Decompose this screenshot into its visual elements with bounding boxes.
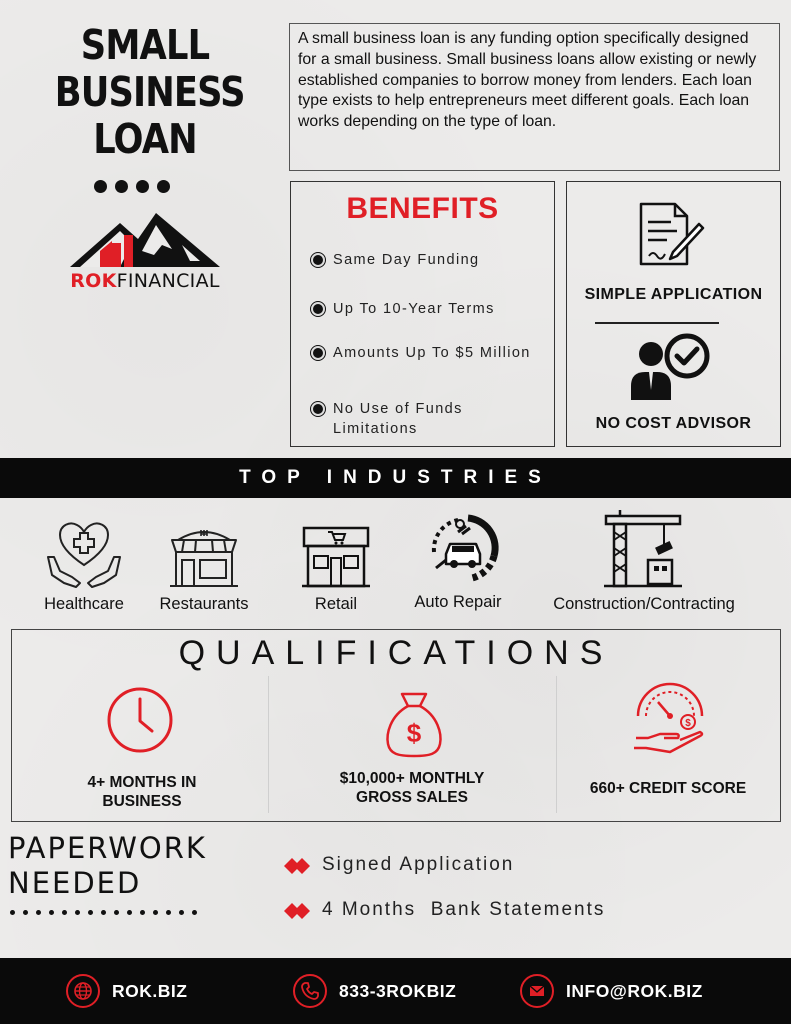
money-bag-icon [384,690,444,758]
phone-icon [293,974,327,1008]
industry-retail-label: Retail [314,595,358,613]
brand-wordmark [50,270,240,292]
industry-construction-label: Construction/Contracting [553,595,735,613]
paperwork-title: PAPERWORK NEEDED [8,831,207,900]
simple-application-label: SIMPLE APPLICATION [584,286,763,303]
brand-name-red: ROK [70,270,117,292]
clock-icon [105,685,175,755]
document-pen-icon [637,200,707,268]
paperwork-item: Signed Application [322,854,515,875]
phone-link[interactable] [293,974,456,1008]
benefit-item: No Use of Funds Limitations [311,399,546,439]
bullet-icon [311,253,325,267]
website-link[interactable] [66,974,187,1008]
top-industries-banner: TOP INDUSTRIES [0,458,791,498]
bullet-icon [311,302,325,316]
svg-text:$: $ [685,718,691,729]
title-line: LOAN [93,115,197,163]
bullet-icon [311,346,325,360]
red-diamond-bullet-icon [284,857,310,875]
website-text: ROK.BIZ [112,980,188,1001]
features-box [566,181,781,447]
title-line: SMALL [80,21,210,69]
red-diamond-bullet-icon [284,902,310,920]
contact-footer [0,958,791,1024]
qualification-divider [268,676,269,813]
benefits-title: BENEFITS [346,192,499,225]
advisor-check-icon [629,332,713,402]
feature-divider [595,322,719,324]
credit-gauge-icon [630,682,710,758]
paperwork-dots-divider [10,910,197,915]
svg-text:$: $ [406,718,422,748]
paperwork-item: 4 Months Bank Statements [322,899,606,920]
qualification-credit-score: 660+ CREDIT SCORE [589,780,747,797]
phone-text: 833-3ROKBIZ [339,980,457,1001]
email-text: INFO@ROK.BIZ [566,980,703,1001]
crane-icon [604,510,682,588]
envelope-icon [520,974,554,1008]
benefit-item: Same Day Funding [311,250,546,270]
title-dots-divider [94,180,170,193]
restaurant-storefront-icon [166,520,242,590]
qualification-monthly-sales: $10,000+ MONTHLY GROSS SALES [339,770,485,806]
retail-store-icon [300,518,372,590]
brand-name-black: FINANCIAL [116,270,220,292]
title-line: BUSINESS [54,68,245,116]
no-cost-advisor-label: NO COST ADVISOR [595,415,752,432]
page-title [54,21,245,163]
industry-restaurants-label: Restaurants [159,595,249,613]
industry-healthcare-label: Healthcare [44,595,124,613]
qualifications-title: QUALIFICATIONS [178,634,614,672]
industry-auto-repair-label: Auto Repair [414,593,502,611]
car-gear-icon [428,512,502,586]
qualification-divider [556,676,557,813]
benefit-item: Up To 10-Year Terms [311,299,546,319]
bullet-icon [311,402,325,416]
qualification-time-in-business: 4+ MONTHS IN BUSINESS [87,774,197,810]
benefits-box [290,181,555,447]
intro-paragraph: A small business loan is any funding option specifically designed for a small business. Small business loans allow existing or newly established companies to borrow money from lenders. Each loan type exists to help entrepreneurs meet different goals. Each loan works depending on the type of loan. [289,23,780,171]
benefit-item: Amounts Up To $5 Million [311,343,546,363]
qualifications-box [11,629,781,822]
globe-icon [66,974,100,1008]
email-link[interactable] [520,974,703,1008]
heart-hands-icon [46,517,122,589]
